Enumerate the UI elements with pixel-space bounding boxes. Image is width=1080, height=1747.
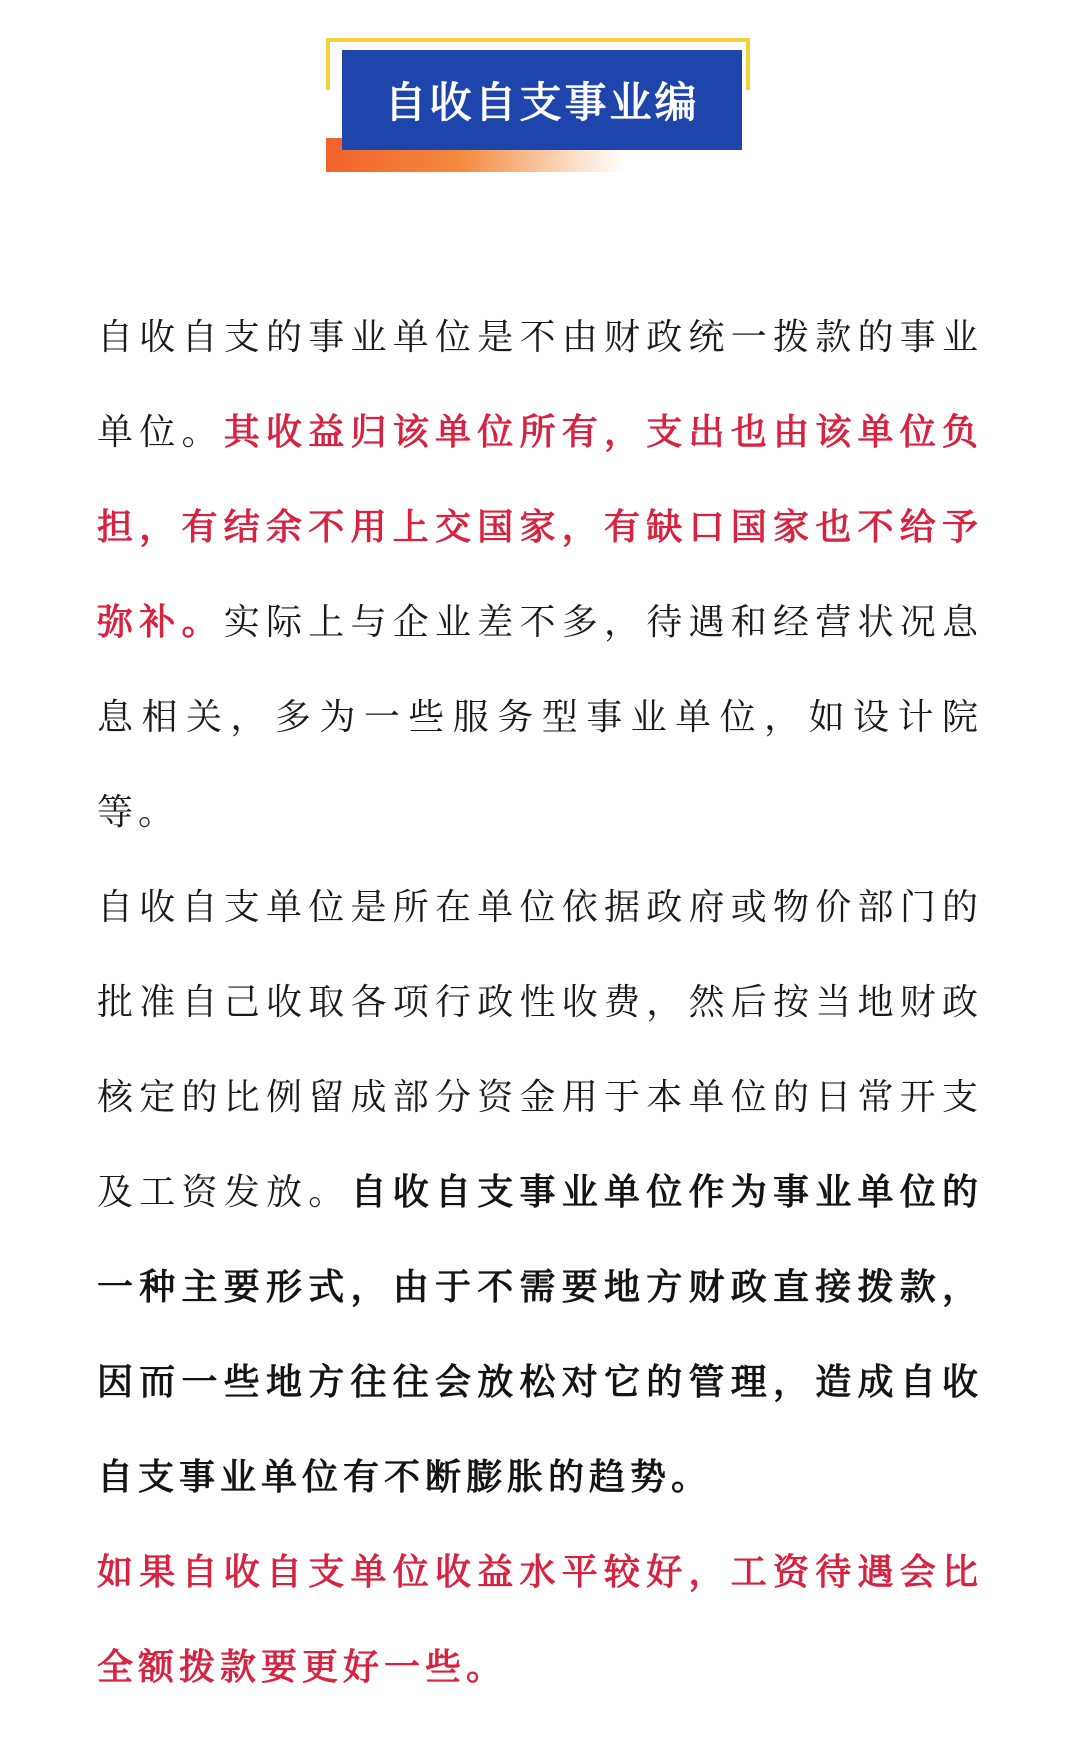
paragraph-3-highlight: 如果自收自支单位收益水平较好，工资待遇会比全额拨款要更好一些。	[97, 1552, 983, 1688]
paragraph-1-detail: 实际上与企业差不多，待遇和经营状况息息相关，多为一些服务型事业单位，如设计院等。	[97, 602, 983, 833]
paragraph-2-emphasis: 自收自支事业单位作为事业单位的一种主要形式，由于不需要地方财政直接拨款，因而一些地方往往会放松对它的管理，造成自收自支事业单位有不断膨胀的趋势。	[97, 1172, 983, 1498]
paragraph-1-highlight: 其收益归该单位所有，支出也由该单位负担，有结余不用上交国家，有缺口国家也不给予弥补。	[97, 412, 983, 643]
paragraph-2	[97, 860, 983, 1525]
paragraph-1-intro: 自收自支的事业单位是不由财政统一拨款的事业单位。	[97, 317, 983, 453]
paragraph-2-intro: 自收自支单位是所在单位依据政府或物价部门的批准自己收取各项行政性收费，然后按当地财政核定的比例留成部分资金用于本单位的日常开支及工资发放。	[97, 887, 983, 1213]
paragraph-1	[97, 290, 983, 860]
article-body	[97, 290, 983, 1715]
title-badge	[326, 38, 750, 172]
paragraph-3	[97, 1525, 983, 1715]
page-title: 自收自支事业编	[342, 50, 742, 150]
